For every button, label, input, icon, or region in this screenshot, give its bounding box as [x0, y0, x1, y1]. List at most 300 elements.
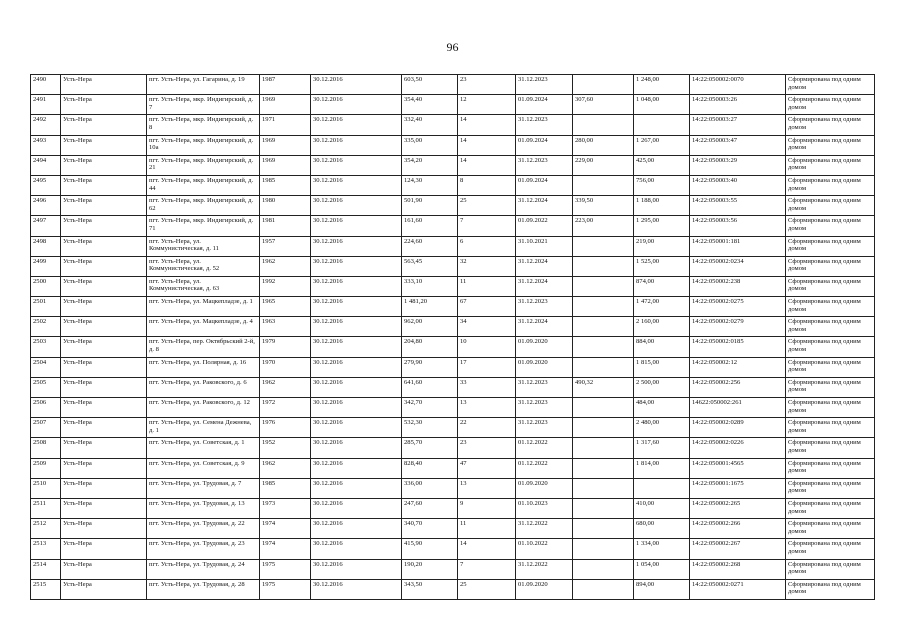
land-area-cell: 2 480,00: [634, 418, 690, 438]
area-cell: 340,70: [402, 519, 458, 539]
address-cell: пгт. Усть-Нера, ул. Трудовая, д. 13: [147, 498, 260, 518]
count-cell: 14: [458, 539, 516, 559]
address-cell: пгт. Усть-Нера, ул. Трудовая, д. 22: [147, 519, 260, 539]
build-year-cell: 1962: [260, 256, 311, 276]
secondary-area-cell: 229,00: [573, 155, 634, 175]
date-cell: 30.12.2016: [311, 438, 402, 458]
settlement-cell: Усть-Нера: [61, 115, 147, 135]
status-cell: Сформирована под одним домом: [786, 519, 875, 539]
cadastral-number-cell: 14:22:050002:266: [690, 519, 786, 539]
date-cell: 30.12.2016: [311, 135, 402, 155]
deadline-date-cell: 31.12.2023: [516, 297, 573, 317]
settlement-cell: Усть-Нера: [61, 377, 147, 397]
address-cell: пгт. Усть-Нера, ул. Гагарина, д. 19: [147, 75, 260, 95]
land-area-cell: 1 334,00: [634, 539, 690, 559]
area-cell: 343,50: [402, 579, 458, 599]
deadline-date-cell: 01.12.2022: [516, 458, 573, 478]
secondary-area-cell: [573, 418, 634, 438]
area-cell: 336,00: [402, 478, 458, 498]
area-cell: 563,45: [402, 256, 458, 276]
table-row: [31, 155, 875, 175]
land-area-cell: 756,00: [634, 175, 690, 195]
area-cell: 962,00: [402, 317, 458, 337]
cadastral-number-cell: 14:22:050002:12: [690, 357, 786, 377]
build-year-cell: 1975: [260, 579, 311, 599]
table-body: [31, 75, 875, 600]
settlement-cell: Усть-Нера: [61, 519, 147, 539]
count-cell: 14: [458, 115, 516, 135]
date-cell: 30.12.2016: [311, 175, 402, 195]
build-year-cell: 1980: [260, 196, 311, 216]
cadastral-number-cell: 14:22:050003:29: [690, 155, 786, 175]
settlement-cell: Усть-Нера: [61, 539, 147, 559]
cadastral-number-cell: 14:22:050002:238: [690, 276, 786, 296]
date-cell: 30.12.2016: [311, 216, 402, 236]
secondary-area-cell: [573, 398, 634, 418]
build-year-cell: 1963: [260, 317, 311, 337]
land-area-cell: 894,00: [634, 579, 690, 599]
land-area-cell: 2 500,00: [634, 377, 690, 397]
status-cell: Сформирована под одним домом: [786, 216, 875, 236]
area-cell: 332,40: [402, 115, 458, 135]
row-number-cell: 2507: [31, 418, 61, 438]
status-cell: Сформирована под одним домом: [786, 115, 875, 135]
area-cell: 354,40: [402, 95, 458, 115]
count-cell: 23: [458, 438, 516, 458]
row-number-cell: 2511: [31, 498, 61, 518]
table-row: [31, 357, 875, 377]
table-row: [31, 75, 875, 95]
secondary-area-cell: [573, 337, 634, 357]
cadastral-number-cell: 14:22:050003:47: [690, 135, 786, 155]
status-cell: Сформирована под одним домом: [786, 539, 875, 559]
area-cell: 415,90: [402, 539, 458, 559]
deadline-date-cell: 01.09.2024: [516, 135, 573, 155]
row-number-cell: 2509: [31, 458, 61, 478]
settlement-cell: Усть-Нера: [61, 256, 147, 276]
cadastral-number-cell: 14:22:050002:0234: [690, 256, 786, 276]
settlement-cell: Усть-Нера: [61, 418, 147, 438]
area-cell: 190,20: [402, 559, 458, 579]
build-year-cell: 1976: [260, 418, 311, 438]
deadline-date-cell: 01.10.2023: [516, 498, 573, 518]
cadastral-number-cell: 14:22:050002:268: [690, 559, 786, 579]
row-number-cell: 2491: [31, 95, 61, 115]
row-number-cell: 2497: [31, 216, 61, 236]
table-row: [31, 559, 875, 579]
settlement-cell: Усть-Нера: [61, 498, 147, 518]
area-cell: 1 481,20: [402, 297, 458, 317]
count-cell: 47: [458, 458, 516, 478]
land-area-cell: 1 295,00: [634, 216, 690, 236]
build-year-cell: 1957: [260, 236, 311, 256]
cadastral-number-cell: 14:22:050002:0275: [690, 297, 786, 317]
status-cell: Сформирована под одним домом: [786, 175, 875, 195]
address-cell: пгт. Усть-Нера, ул. Трудовая, д. 24: [147, 559, 260, 579]
address-cell: пгт. Усть-Нера, ул. Раковского, д. 6: [147, 377, 260, 397]
build-year-cell: 1979: [260, 337, 311, 357]
secondary-area-cell: [573, 498, 634, 518]
secondary-area-cell: [573, 519, 634, 539]
deadline-date-cell: 31.12.2024: [516, 196, 573, 216]
deadline-date-cell: 31.10.2021: [516, 236, 573, 256]
deadline-date-cell: 31.12.2022: [516, 519, 573, 539]
count-cell: 13: [458, 398, 516, 418]
settlement-cell: Усть-Нера: [61, 155, 147, 175]
deadline-date-cell: 01.10.2022: [516, 539, 573, 559]
settlement-cell: Усть-Нера: [61, 297, 147, 317]
land-area-cell: [634, 478, 690, 498]
deadline-date-cell: 31.12.2023: [516, 115, 573, 135]
status-cell: Сформирована под одним домом: [786, 75, 875, 95]
cadastral-number-cell: 14:22:050003:56: [690, 216, 786, 236]
row-number-cell: 2502: [31, 317, 61, 337]
land-area-cell: 680,00: [634, 519, 690, 539]
land-area-cell: 1 248,00: [634, 75, 690, 95]
cadastral-number-cell: 14:22:050003:40: [690, 175, 786, 195]
count-cell: 33: [458, 377, 516, 397]
row-number-cell: 2510: [31, 478, 61, 498]
count-cell: 14: [458, 135, 516, 155]
secondary-area-cell: 223,00: [573, 216, 634, 236]
cadastral-number-cell: 14:22:050002:0226: [690, 438, 786, 458]
status-cell: Сформирована под одним домом: [786, 357, 875, 377]
land-area-cell: 884,00: [634, 337, 690, 357]
row-number-cell: 2500: [31, 276, 61, 296]
settlement-cell: Усть-Нера: [61, 357, 147, 377]
area-cell: 335,00: [402, 135, 458, 155]
address-cell: пгт. Усть-Нера, ул. Коммунистическая, д. 63: [147, 276, 260, 296]
count-cell: 32: [458, 256, 516, 276]
address-cell: пгт. Усть-Нера, ул. Советская, д. 1: [147, 438, 260, 458]
count-cell: 10: [458, 337, 516, 357]
table-row: [31, 519, 875, 539]
row-number-cell: 2499: [31, 256, 61, 276]
status-cell: Сформирована под одним домом: [786, 196, 875, 216]
cadastral-number-cell: 14:22:050002:267: [690, 539, 786, 559]
date-cell: 30.12.2016: [311, 337, 402, 357]
secondary-area-cell: [573, 579, 634, 599]
row-number-cell: 2513: [31, 539, 61, 559]
row-number-cell: 2492: [31, 115, 61, 135]
table-row: [31, 498, 875, 518]
build-year-cell: 1987: [260, 75, 311, 95]
secondary-area-cell: [573, 559, 634, 579]
build-year-cell: 1962: [260, 458, 311, 478]
area-cell: 224,60: [402, 236, 458, 256]
land-area-cell: 2 160,00: [634, 317, 690, 337]
date-cell: 30.12.2016: [311, 579, 402, 599]
build-year-cell: 1970: [260, 357, 311, 377]
count-cell: 9: [458, 498, 516, 518]
status-cell: Сформирована под одним домом: [786, 559, 875, 579]
land-area-cell: 1 814,00: [634, 458, 690, 478]
table-row: [31, 458, 875, 478]
count-cell: 11: [458, 519, 516, 539]
area-cell: 161,60: [402, 216, 458, 236]
secondary-area-cell: [573, 539, 634, 559]
settlement-cell: Усть-Нера: [61, 75, 147, 95]
secondary-area-cell: [573, 236, 634, 256]
build-year-cell: 1965: [260, 297, 311, 317]
row-number-cell: 2514: [31, 559, 61, 579]
deadline-date-cell: 01.09.2020: [516, 337, 573, 357]
build-year-cell: 1974: [260, 539, 311, 559]
table-row: [31, 337, 875, 357]
table-row: [31, 276, 875, 296]
housing-registry-table: [30, 74, 875, 600]
date-cell: 30.12.2016: [311, 317, 402, 337]
area-cell: 279,90: [402, 357, 458, 377]
status-cell: Сформирована под одним домом: [786, 297, 875, 317]
cadastral-number-cell: 14:22:050003:55: [690, 196, 786, 216]
row-number-cell: 2505: [31, 377, 61, 397]
deadline-date-cell: 01.09.2022: [516, 216, 573, 236]
row-number-cell: 2506: [31, 398, 61, 418]
status-cell: Сформирована под одним домом: [786, 377, 875, 397]
area-cell: 247,60: [402, 498, 458, 518]
cadastral-number-cell: 14:22:050001:181: [690, 236, 786, 256]
count-cell: 6: [458, 236, 516, 256]
status-cell: Сформирована под одним домом: [786, 418, 875, 438]
land-area-cell: 1 815,00: [634, 357, 690, 377]
area-cell: 354,20: [402, 155, 458, 175]
status-cell: Сформирована под одним домом: [786, 438, 875, 458]
land-area-cell: 874,00: [634, 276, 690, 296]
build-year-cell: 1972: [260, 398, 311, 418]
status-cell: Сформирована под одним домом: [786, 135, 875, 155]
land-area-cell: [634, 115, 690, 135]
address-cell: пгт. Усть-Нера, ул. Коммунистическая, д. 11: [147, 236, 260, 256]
secondary-area-cell: [573, 357, 634, 377]
settlement-cell: Усть-Нера: [61, 95, 147, 115]
deadline-date-cell: 01.09.2024: [516, 95, 573, 115]
build-year-cell: 1992: [260, 276, 311, 296]
row-number-cell: 2498: [31, 236, 61, 256]
table-row: [31, 377, 875, 397]
deadline-date-cell: 31.12.2024: [516, 317, 573, 337]
settlement-cell: Усть-Нера: [61, 579, 147, 599]
cadastral-number-cell: 14:22:050001:4565: [690, 458, 786, 478]
address-cell: пгт. Усть-Нера, ул. Полярная, д. 16: [147, 357, 260, 377]
land-area-cell: 1 317,60: [634, 438, 690, 458]
secondary-area-cell: 307,60: [573, 95, 634, 115]
count-cell: 13: [458, 478, 516, 498]
cadastral-number-cell: 14:22:050003:27: [690, 115, 786, 135]
address-cell: пгт. Усть-Нера, ул. Мацкепладзе, д. 1: [147, 297, 260, 317]
cadastral-number-cell: 14:22:050003:26: [690, 95, 786, 115]
date-cell: 30.12.2016: [311, 559, 402, 579]
table-row: [31, 297, 875, 317]
status-cell: Сформирована под одним домом: [786, 256, 875, 276]
land-area-cell: 1 525,00: [634, 256, 690, 276]
date-cell: 30.12.2016: [311, 418, 402, 438]
settlement-cell: Усть-Нера: [61, 236, 147, 256]
date-cell: 30.12.2016: [311, 297, 402, 317]
build-year-cell: 1952: [260, 438, 311, 458]
build-year-cell: 1962: [260, 377, 311, 397]
address-cell: пгт. Усть-Нера, пер. Октябрьский 2-й, д. 8: [147, 337, 260, 357]
deadline-date-cell: 31.12.2023: [516, 398, 573, 418]
status-cell: Сформирована под одним домом: [786, 236, 875, 256]
secondary-area-cell: 339,50: [573, 196, 634, 216]
count-cell: 12: [458, 95, 516, 115]
deadline-date-cell: 01.09.2020: [516, 579, 573, 599]
build-year-cell: 1969: [260, 95, 311, 115]
date-cell: 30.12.2016: [311, 115, 402, 135]
count-cell: 14: [458, 155, 516, 175]
build-year-cell: 1985: [260, 175, 311, 195]
status-cell: Сформирована под одним домом: [786, 458, 875, 478]
area-cell: 333,10: [402, 276, 458, 296]
date-cell: 30.12.2016: [311, 75, 402, 95]
land-area-cell: 425,00: [634, 155, 690, 175]
area-cell: 641,60: [402, 377, 458, 397]
table-row: [31, 115, 875, 135]
address-cell: пгт. Усть-Нера, ул. Трудовая, д. 7: [147, 478, 260, 498]
table-row: [31, 236, 875, 256]
count-cell: 22: [458, 418, 516, 438]
count-cell: 25: [458, 196, 516, 216]
address-cell: пгт. Усть-Нера, ул. Семена Дежнева, д. 1: [147, 418, 260, 438]
address-cell: пгт. Усть-Нера, мкр. Индигирский, д. 10а: [147, 135, 260, 155]
settlement-cell: Усть-Нера: [61, 175, 147, 195]
count-cell: 23: [458, 75, 516, 95]
row-number-cell: 2504: [31, 357, 61, 377]
table-row: [31, 256, 875, 276]
status-cell: Сформирована под одним домом: [786, 276, 875, 296]
cadastral-number-cell: 14:22:050002:0289: [690, 418, 786, 438]
date-cell: 30.12.2016: [311, 357, 402, 377]
deadline-date-cell: 31.12.2023: [516, 155, 573, 175]
cadastral-number-cell: 14:22:050002:265: [690, 498, 786, 518]
table-row: [31, 539, 875, 559]
deadline-date-cell: 31.12.2024: [516, 276, 573, 296]
date-cell: 30.12.2016: [311, 256, 402, 276]
deadline-date-cell: 31.12.2024: [516, 256, 573, 276]
count-cell: 67: [458, 297, 516, 317]
date-cell: 30.12.2016: [311, 458, 402, 478]
status-cell: Сформирована под одним домом: [786, 478, 875, 498]
address-cell: пгт. Усть-Нера, мкр. Индигирский, д. 7: [147, 95, 260, 115]
land-area-cell: 1 054,00: [634, 559, 690, 579]
land-area-cell: 484,00: [634, 398, 690, 418]
secondary-area-cell: [573, 175, 634, 195]
settlement-cell: Усть-Нера: [61, 478, 147, 498]
area-cell: 501,90: [402, 196, 458, 216]
build-year-cell: 1969: [260, 135, 311, 155]
cadastral-number-cell: 14:22:050002:0279: [690, 317, 786, 337]
cadastral-number-cell: 14622:050002:261: [690, 398, 786, 418]
date-cell: 30.12.2016: [311, 398, 402, 418]
address-cell: пгт. Усть-Нера, мкр. Индигирский, д. 44: [147, 175, 260, 195]
count-cell: 25: [458, 579, 516, 599]
build-year-cell: 1985: [260, 478, 311, 498]
status-cell: Сформирована под одним домом: [786, 579, 875, 599]
date-cell: 30.12.2016: [311, 236, 402, 256]
deadline-date-cell: 31.12.2023: [516, 75, 573, 95]
table-row: [31, 579, 875, 599]
table-row: [31, 175, 875, 195]
settlement-cell: Усть-Нера: [61, 458, 147, 478]
deadline-date-cell: 31.12.2023: [516, 418, 573, 438]
secondary-area-cell: [573, 75, 634, 95]
area-cell: 124,30: [402, 175, 458, 195]
table-row: [31, 438, 875, 458]
land-area-cell: 1 188,00: [634, 196, 690, 216]
deadline-date-cell: 01.12.2022: [516, 438, 573, 458]
date-cell: 30.12.2016: [311, 276, 402, 296]
row-number-cell: 2508: [31, 438, 61, 458]
build-year-cell: 1981: [260, 216, 311, 236]
settlement-cell: Усть-Нера: [61, 559, 147, 579]
status-cell: Сформирована под одним домом: [786, 317, 875, 337]
settlement-cell: Усть-Нера: [61, 196, 147, 216]
date-cell: 30.12.2016: [311, 539, 402, 559]
secondary-area-cell: [573, 297, 634, 317]
date-cell: 30.12.2016: [311, 519, 402, 539]
secondary-area-cell: [573, 458, 634, 478]
area-cell: 828,40: [402, 458, 458, 478]
address-cell: пгт. Усть-Нера, ул. Трудовая, д. 23: [147, 539, 260, 559]
address-cell: пгт. Усть-Нера, ул. Раковского, д. 12: [147, 398, 260, 418]
secondary-area-cell: [573, 478, 634, 498]
row-number-cell: 2490: [31, 75, 61, 95]
secondary-area-cell: 490,32: [573, 377, 634, 397]
table-row: [31, 418, 875, 438]
cadastral-number-cell: 14:22:050001:1675: [690, 478, 786, 498]
date-cell: 30.12.2016: [311, 498, 402, 518]
deadline-date-cell: 01.09.2020: [516, 357, 573, 377]
cadastral-number-cell: 14:22:050002:256: [690, 377, 786, 397]
count-cell: 17: [458, 357, 516, 377]
address-cell: пгт. Усть-Нера, мкр. Индигирский, д. 71: [147, 216, 260, 236]
table-row: [31, 95, 875, 115]
settlement-cell: Усть-Нера: [61, 317, 147, 337]
table-row: [31, 478, 875, 498]
count-cell: 11: [458, 276, 516, 296]
land-area-cell: 1 048,00: [634, 95, 690, 115]
date-cell: 30.12.2016: [311, 155, 402, 175]
secondary-area-cell: [573, 115, 634, 135]
table-row: [31, 398, 875, 418]
table-row: [31, 196, 875, 216]
table-row: [31, 317, 875, 337]
count-cell: 34: [458, 317, 516, 337]
date-cell: 30.12.2016: [311, 95, 402, 115]
status-cell: Сформирована под одним домом: [786, 398, 875, 418]
settlement-cell: Усть-Нера: [61, 438, 147, 458]
deadline-date-cell: 01.09.2020: [516, 478, 573, 498]
area-cell: 603,50: [402, 75, 458, 95]
land-area-cell: 410,00: [634, 498, 690, 518]
address-cell: пгт. Усть-Нера, ул. Советская, д. 9: [147, 458, 260, 478]
area-cell: 204,80: [402, 337, 458, 357]
address-cell: пгт. Усть-Нера, ул. Коммунистическая, д. 52: [147, 256, 260, 276]
date-cell: 30.12.2016: [311, 377, 402, 397]
build-year-cell: 1975: [260, 559, 311, 579]
count-cell: 7: [458, 216, 516, 236]
date-cell: 30.12.2016: [311, 196, 402, 216]
address-cell: пгт. Усть-Нера, мкр. Индигирский, д. 62: [147, 196, 260, 216]
land-area-cell: 1 472,00: [634, 297, 690, 317]
settlement-cell: Усть-Нера: [61, 135, 147, 155]
status-cell: Сформирована под одним домом: [786, 498, 875, 518]
page-number: 96: [446, 40, 459, 54]
status-cell: Сформирована под одним домом: [786, 155, 875, 175]
build-year-cell: 1974: [260, 519, 311, 539]
table-row: [31, 216, 875, 236]
